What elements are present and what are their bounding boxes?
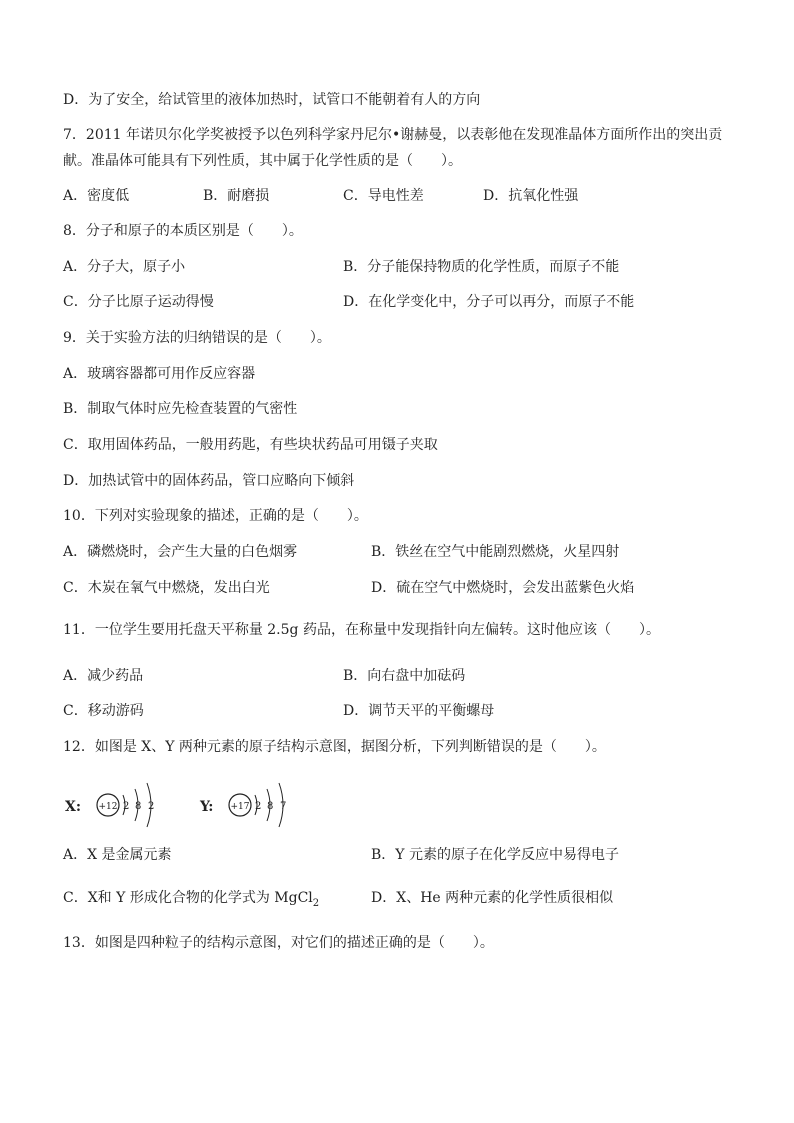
q8-option-d: D．在化学变化中，分子可以再分，而原子不能 — [343, 294, 635, 310]
q11-stem: 11．一位学生要用托盘天平称量 2.5g 药品，在称量中发现指针向左偏转。这时他应该（ ）。 — [63, 622, 660, 638]
q12-option-c-subscript: 2 — [312, 897, 320, 909]
q10-option-c: C．木炭在氧气中燃烧，发出白光 — [63, 580, 270, 596]
y-shell-count-1: 2 — [255, 801, 262, 812]
q9-option-c: C．取用固体药品，一般用药匙，有些块状药品可用镊子夹取 — [63, 437, 438, 453]
q10-option-a: A．磷燃烧时，会产生大量的白色烟雾 — [63, 544, 298, 560]
q9-stem: 9．关于实验方法的归纳错误的是（ ）。 — [63, 330, 331, 346]
q7-option-a: A．密度低 — [63, 188, 130, 204]
x-shell-count-3: 2 — [148, 801, 155, 812]
y-atom-label: Y: — [200, 799, 214, 815]
q7-option-c: C．导电性差 — [343, 188, 424, 204]
q11-option-c: C．移动游码 — [63, 703, 144, 719]
x-shell-count-2: 8 — [135, 801, 142, 812]
q11-option-b: B．向右盘中加砝码 — [343, 668, 466, 684]
q8-option-a: A．分子大，原子小 — [63, 259, 186, 275]
q12-stem: 12．如图是 X、Y 两种元素的原子结构示意图，据图分析，下列判断错误的是（ ）。 — [63, 739, 606, 755]
q13-stem: 13．如图是四种粒子的结构示意图，对它们的描述正确的是（ ）。 — [63, 935, 494, 951]
q12-option-d: D．X、He 两种元素的化学性质很相似 — [371, 890, 614, 906]
q9-option-d: D．加热试管中的固体药品，管口应略向下倾斜 — [63, 473, 355, 489]
q12-option-b: B．Y 元素的原子在化学反应中易得电子 — [371, 847, 619, 863]
y-nucleus-charge: +17 — [230, 802, 250, 812]
x-nucleus-charge: +12 — [98, 802, 118, 812]
q8-option-b: B．分子能保持物质的化学性质，而原子不能 — [343, 259, 620, 275]
x-atom-label: X: — [65, 799, 82, 815]
q12-option-a: A．X 是金属元素 — [63, 847, 172, 863]
q8-stem: 8．分子和原子的本质区别是（ ）。 — [63, 223, 303, 239]
q12-option-c-text: C．X和 Y 形成化合物的化学式为 MgCl — [63, 890, 313, 906]
q7-stem-line1: 7．2011 年诺贝尔化学奖被授予以色列科学家丹尼尔•谢赫曼，以表彰他在发现准晶体方面所作出的突出贡 — [63, 127, 723, 143]
y-shell-count-2: 8 — [267, 801, 274, 812]
y-shell-count-3: 7 — [280, 801, 287, 812]
q6-option-d: D．为了安全，给试管里的液体加热时，试管口不能朝着有人的方向 — [63, 92, 481, 108]
x-shell-count-1: 2 — [123, 801, 130, 812]
q12-option-c — [63, 888, 319, 914]
q8-option-c: C．分子比原子运动得慢 — [63, 294, 214, 310]
q9-option-b: B．制取气体时应先检查装置的气密性 — [63, 401, 298, 417]
q10-option-d: D．硫在空气中燃烧时，会发出蓝紫色火焰 — [371, 580, 635, 596]
atomic-structure-diagram — [63, 773, 363, 833]
q10-option-b: B．铁丝在空气中能剧烈燃烧，火星四射 — [371, 544, 620, 560]
q11-option-a: A．减少药品 — [63, 668, 144, 684]
atom-diagram-svg — [63, 773, 363, 833]
q10-stem: 10．下列对实验现象的描述，正确的是（ ）。 — [63, 508, 368, 524]
q7-option-d: D．抗氧化性强 — [483, 188, 579, 204]
q11-option-d: D．调节天平的平衡螺母 — [343, 703, 495, 719]
q7-option-b: B．耐磨损 — [203, 188, 270, 204]
q7-stem-line2: 献。准晶体可能具有下列性质，其中属于化学性质的是（ ）。 — [63, 153, 462, 169]
q9-option-a: A．玻璃容器都可用作反应容器 — [63, 366, 256, 382]
